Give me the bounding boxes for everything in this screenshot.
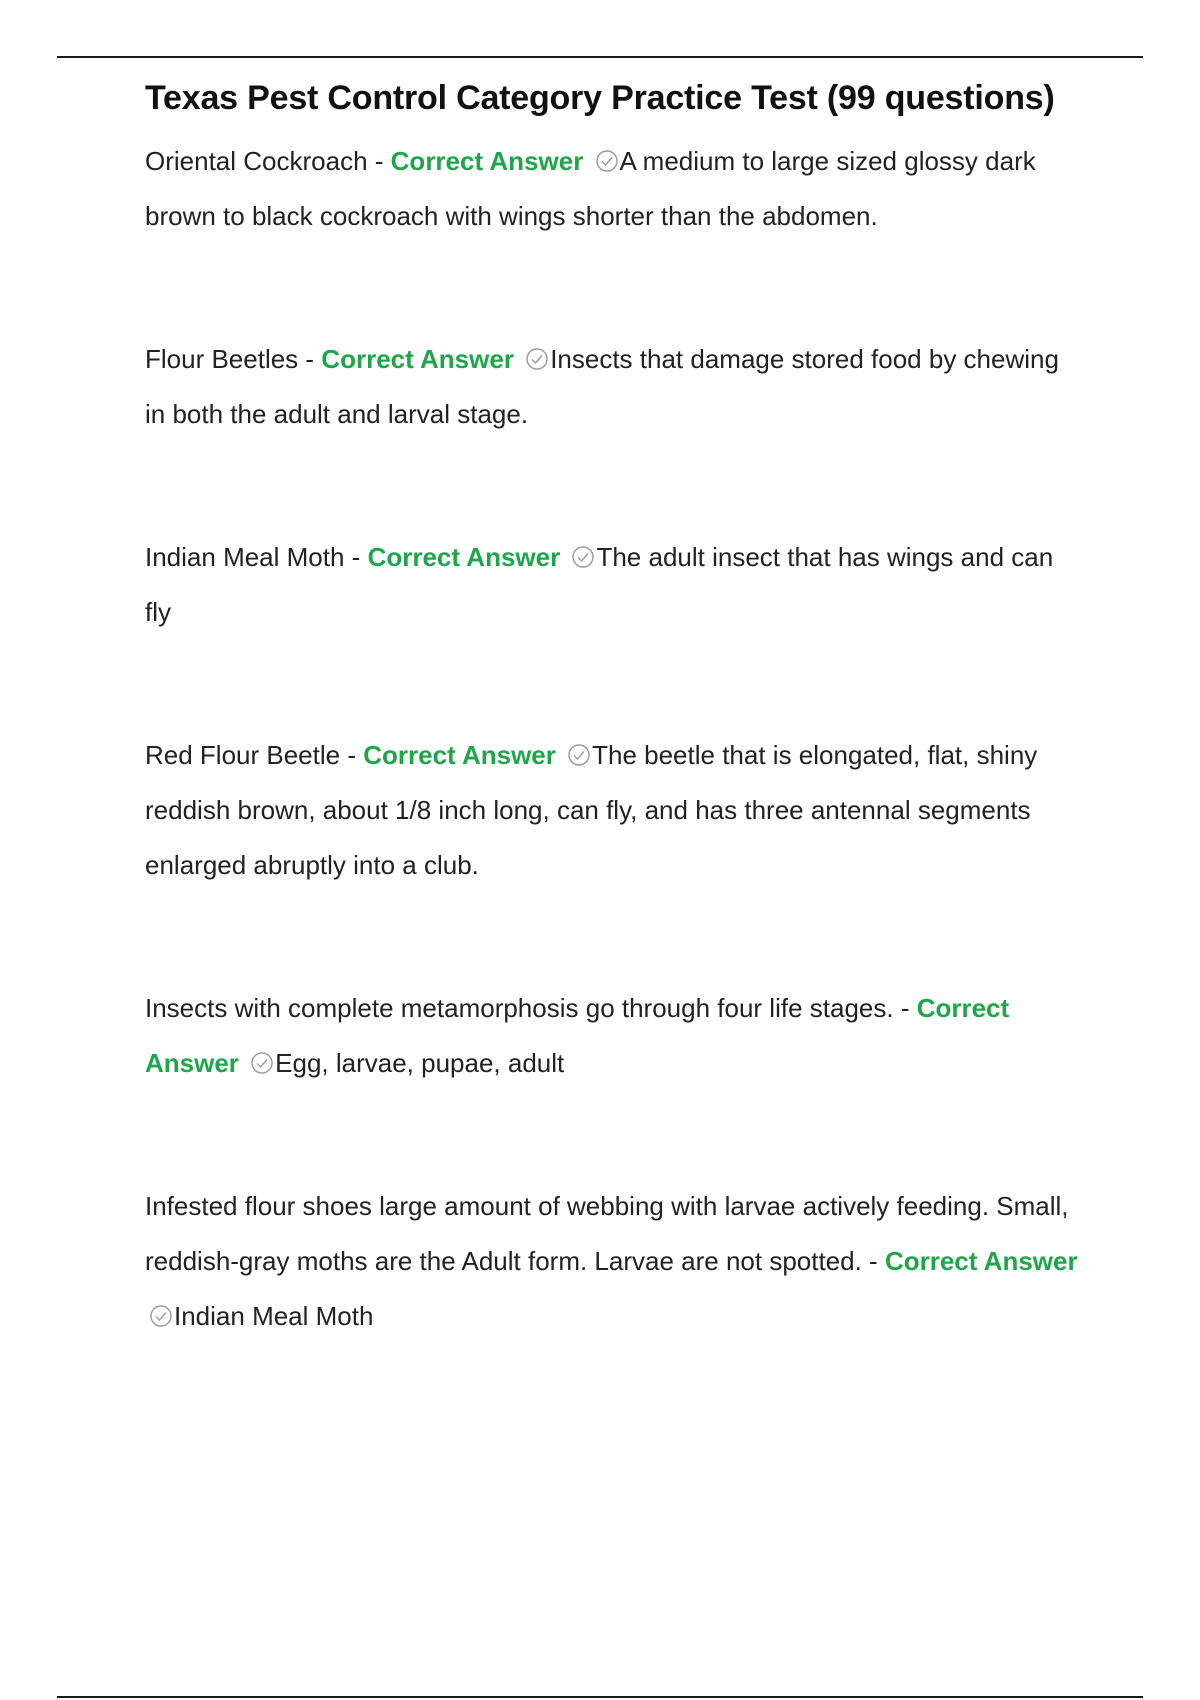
question-text: Flour Beetles [145,344,299,374]
answer-text: The adult insect that has wings and can fly [145,542,1054,627]
answer-text: Insects that damage stored food by chewing in both the adult and larval stage. [145,344,1059,429]
separator: - [298,344,322,374]
check-circle-icon [149,1304,173,1328]
question-text: Indian Meal Moth [145,542,345,572]
document-page [145,72,1085,1344]
qa-item [145,332,1085,442]
correct-answer-label: Correct Answer [884,1246,1078,1276]
question-text: Oriental Cockroach [145,146,368,176]
check-circle-icon [250,1051,274,1075]
question-text: Red Flour Beetle [145,740,341,770]
correct-answer-label: Correct Answer [145,993,1010,1078]
separator: - [340,740,364,770]
separator: - [861,1246,885,1276]
correct-answer-label: Correct Answer [390,146,584,176]
check-circle-icon [525,347,549,371]
document-title: Texas Pest Control Category Practice Test (99 questions) [145,79,1055,117]
correct-answer-label: Correct Answer [363,740,556,770]
qa-item [145,1179,1085,1344]
check-circle-icon [567,743,591,767]
correct-answer-label: Correct Answer [321,344,514,374]
answer-text: Egg, larvae, pupae, adult [275,1048,565,1078]
check-circle-icon [571,545,595,569]
separator: - [893,993,917,1023]
correct-answer-label: Correct Answer [367,542,561,572]
qa-item [145,728,1085,893]
bottom-rule [57,1696,1143,1698]
question-text: Infested flour shoes large amount of webbing with larvae actively feeding. Small, reddish-gray moths are the Adult form. Larvae are not spotted. [145,1191,1069,1276]
separator: - [367,146,391,176]
qa-item [145,134,1085,244]
answer-text: Indian Meal Moth [174,1301,374,1331]
qa-item [145,530,1085,640]
answer-text: A medium to large sized glossy dark brown to black cockroach with wings shorter than the abdomen. [145,146,1036,231]
qa-item [145,981,1085,1091]
top-rule [57,56,1143,58]
answer-text: The beetle that is elongated, flat, shiny reddish brown, about 1/8 inch long, can fly, and has three antennal segments enlarged abruptly into a club. [145,740,1038,880]
separator: - [344,542,368,572]
question-text: Insects with complete metamorphosis go through four life stages. [145,993,894,1023]
check-circle-icon [595,149,619,173]
